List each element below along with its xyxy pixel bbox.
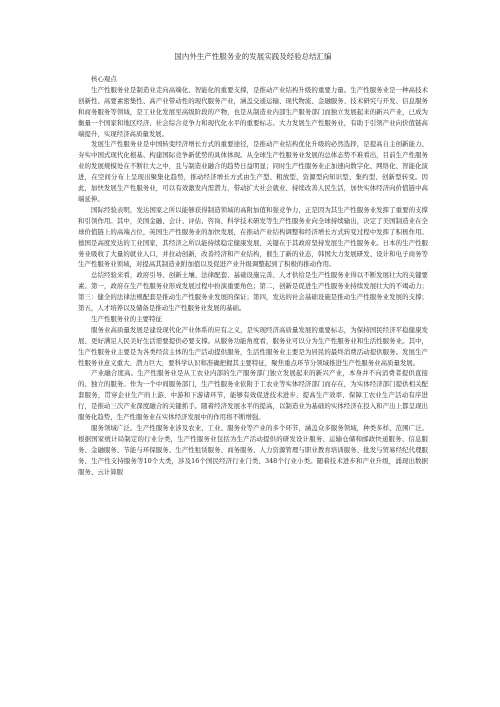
paragraph: 产业融合度高。生产性服务业是从工农业内部的生产服务部门独立发展起来的新兴产业，本身并不向消费者提供直接的、独立的服务。作为一个中间服务部门，生产性服务业依附于工农业等实体经济部门而存在，为实体经济部门提供相关配套服务，贯穿企业生产的上游、中游和下游诸环节，能够有效促进技术进步、提高生产效率、保障工农业生产活动有序进行，是推动三次产业深度融合的关键抓手。随着经济发展水平的提高，以制造业为基础的实体经济在投入和产出上都呈现出服务化趋势，生产性服务业在实体经济发展中的作用将不断增强。 xyxy=(78,369,428,422)
section-core-views xyxy=(78,74,428,314)
section-heading: 核心观点 xyxy=(91,75,117,83)
document-page xyxy=(78,52,428,478)
paragraph: 生产性服务业是制造业走向高端化、智能化的重要支撑，是推动产业结构升级的重要力量。生产性服务业是一种高技术创新性、高要素密集性、高产业带动性的现代服务产业，涵盖交通运输、现代物流、金融服务、技术研究与开发、信息服务和商务服务等领域，是工业化发展至高级阶段的产物，也是从制造业内部生产服务部门而独立发展起来的新兴产业，已成为衡量一个国家和地区经济、社会综合竞争力和现代化水平的重要标志。大力发展生产性服务业，有助于引领产业向价值链高端提升，实现经济高质量发展。 xyxy=(78,85,428,138)
paragraph: 服务领域广泛。生产性服务业涉及农业、工业、服务业等产业的多个环节，涵盖众多服务领域，种类多样、范围广泛。根据国家统计局制定的行业分类，生产性服务业包括为生产活动提供的研发设计服务、运输仓储和邮政快递服务、信息服务、金融服务、节能与环保服务、生产性租赁服务、商务服务、人力资源管理与职业教育培训服务、批发与贸易经纪代理服务、生产性支持服务等10个大类，涉及16个国民经济行业门类、348个行业小类。随着技术进步和产业升级，涌现出数据服务、云计算服 xyxy=(78,424,428,476)
section-heading: 生产性服务业的主要特征 xyxy=(91,314,162,323)
paragraph: 服务业高质量发展是建设现代化产业体系的应有之义，是实现经济高质量发展的重要标志，为保持国民经济平稳健康发展、更好满足人民美好生活需要提供必要支撑。从服务功能角度看，服务业可以分为生产性服务业和生活性服务业。其中，生产性服务业主要是为各类经营主体的生产活动提供服务，生活性服务业主要是为居民的最终消费活动提供服务。发展生产性服务业意义重大、潜力巨大，要科学认识和准确把握其主要特征，聚焦重点环节分领域推进生产性服务业高质量发展。 xyxy=(78,325,428,367)
section-main-features xyxy=(78,314,428,478)
paragraph: 发展生产性服务业是中国转变经济增长方式的重要途径，是推动产业结构优化升级的必然选择，是提高自主创新能力、夯实中国式现代化根基、构建国际竞争新优势的具体体现。从全球生产性服务业发展的总体态势不难看出，目前生产性服务业的发展规模处在不断壮大之中，且与制造业融合的趋势日益明显；同时生产性服务业正加速向数字化、网络化、智能化演进，在空间分布上呈现出聚集化趋势，推动经济增长方式由生产型、粗放型、资源型向知识型、集约型、创新型转变。因此，加快发展生产性服务业，可以有效激发内需潜力、带动扩大社会就业、持续改善人民生活，加快实体经济向价值链中高端延伸。 xyxy=(78,140,428,203)
document-title: 国内外生产性服务业的发展实践及经验总结汇编 xyxy=(174,52,332,61)
paragraph: 国际经验表明，发达国家之所以能够获得制造领域的高附加值和强竞争力，正是因为其生产性服务业发挥了重要的支撑和引领作用。其中，美国金融、会计、评估、咨询、科学技术研发等生产性服务业向全球持续输出，决定了美国制造业在全球价值链上的高端占位，英国生产性服务业的加快发展，在推动产业结构调整和经济增长方式转变过程中发挥了积极作用。德国是高度发达的工业国家，其经济之所以能持续稳定健康发展，关键在于其政府坚持发展生产性服务业。日本的生产性服务业吸收了大量的就业人口，并拉动创新，改善经济和产业结构，催生了新的业态，韩国大力发展研发、设计和电子商务等生产性服务业领域，对提高其制造业附加值以及促进产业升级调整起到了积极的推动作用。 xyxy=(78,205,428,269)
paragraph: 总结经验来看，政府引导、创新土壤、法律配套、基础设施完善、人才供给是生产性服务业得以不断发展壮大的关键要素。第一，政府在生产性服务业形成发展过程中扮演重要角色；第二，创新是促进生产性服务业持续发展壮大的不竭动力；第三：健全的法律法规配套是推动生产性服务业发展的保证；第四，发达的社会基础设施是推动生产性服务业发展的支撑；第五，人才培养以及储备是推动生产性服务业发展的基础。 xyxy=(78,271,428,313)
